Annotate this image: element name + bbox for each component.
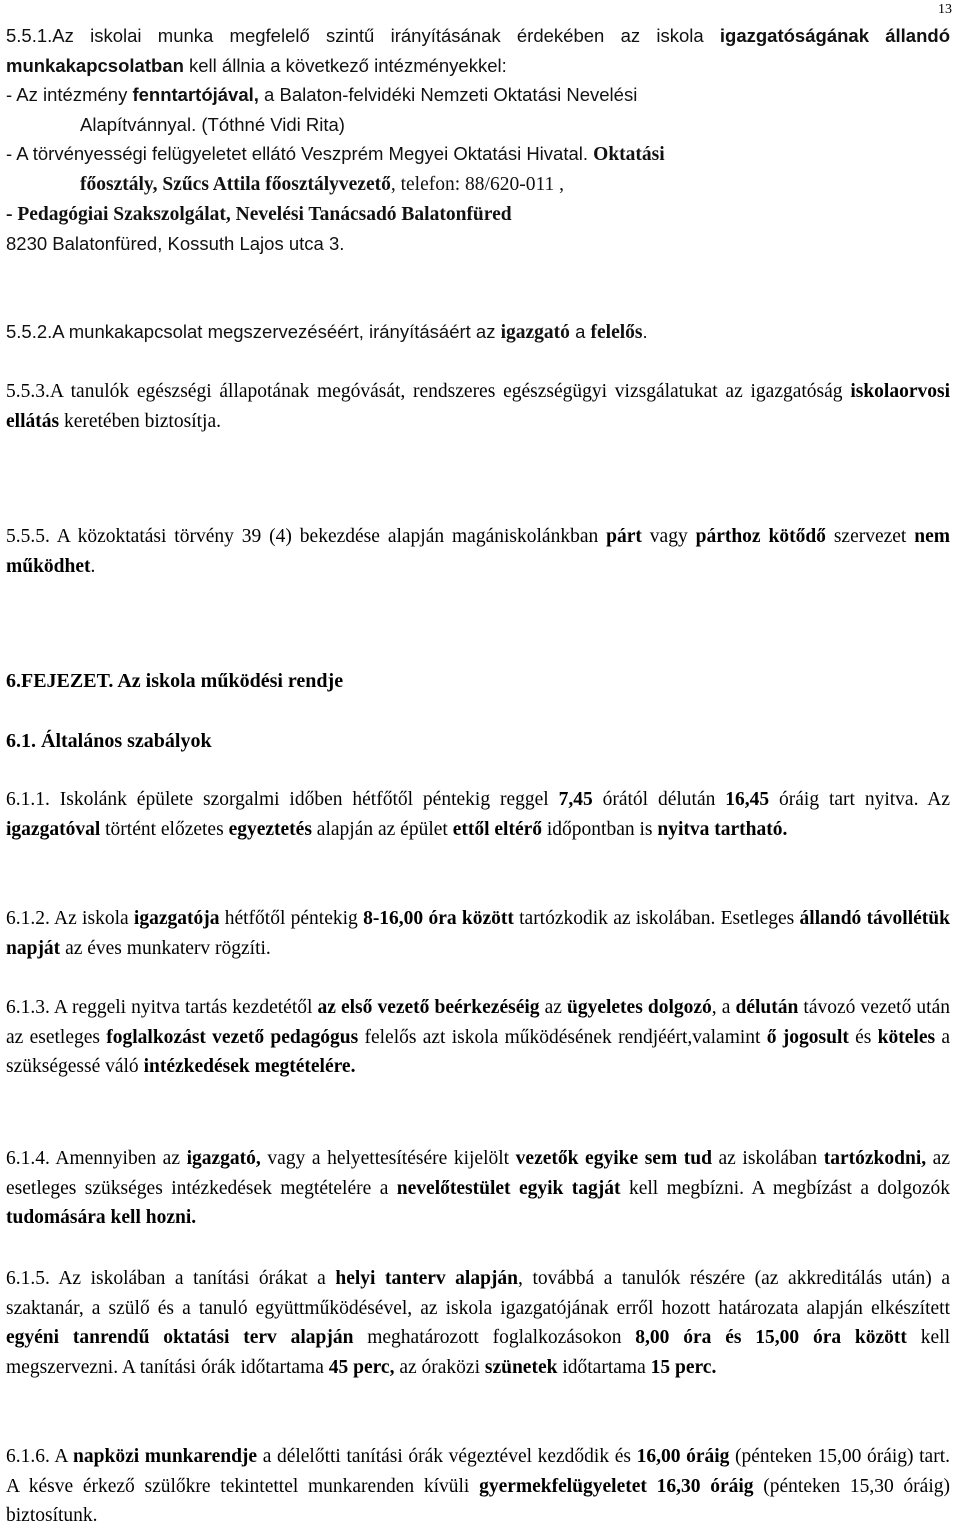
paragraph-6-1-3: 6.1.3. A reggeli nyitva tartás kezdetétől az első vezető beérkezéséig az ügyeletes dolgozó, a délután távozó vezető után az esetleges foglalkozást vezető pedagógus felelős azt iskola működésének rendjéért,valamint ő jogosult és köteles a szükségessé váló intézkedések megtételére. xyxy=(6,997,951,1078)
list-item-fenntarto-cont: Alapítvánnyal. (Tóthné Vidi Rita) xyxy=(80,113,345,135)
paragraph-6-1-5: 6.1.5. Az iskolában a tanítási órákat a helyi tanterv alapján, továbbá a tanulók részére (az akkreditálás után) a szaktanár, a szülő és a tanuló együttműködésével, az iskola igazgatójának erről hozott határozata alapján elkészített egyéni tanrendű oktatási terv alapján meghatározott foglalkozásokon 8,00 óra és 15,00 óra között kell megszervezni. A tanítási órák időtartama 45 perc, az óraközi szünetek időtartama 15 perc. xyxy=(6,1268,950,1379)
section-5-5-1 xyxy=(6,21,950,259)
section-title: 6.1. Általános szabályok xyxy=(6,730,212,752)
section-5-5-1-intro: 5.5.1.Az iskolai munka megfelelő szintű irányításának érdekében az iskola igazgatóságának állandó munkakapcsolatban kell állnia a következő intézményekkel: xyxy=(6,25,950,76)
page-number: 13 xyxy=(938,2,952,17)
chapter-title: 6.FEJEZET. Az iskola működési rendje xyxy=(6,670,344,692)
list-item-szakszolgalat: - Pedagógiai Szakszolgálat, Nevelési Tanácsadó Balatonfüred xyxy=(6,203,512,225)
list-item-hivatal-cont: főosztály, Szűcs Attila főosztályvezető, telefon: 88/620-011 , xyxy=(80,174,564,196)
section-5-5-5: 5.5.5. A közoktatási törvény 39 (4) bekezdése alapján magániskolánkban párt vagy párthoz kötődő szervezet nem működhet. xyxy=(6,526,950,577)
section-5-5-2: 5.5.2.A munkakapcsolat megszervezéséért, irányításáért az igazgató a felelős. xyxy=(6,321,648,343)
list-item-fenntarto: - Az intézmény fenntartójával, a Balaton-felvidéki Nemzeti Oktatási Nevelési xyxy=(6,84,638,106)
list-item-hivatal: - A törvényességi felügyeletet ellátó Veszprém Megyei Oktatási Hivatal. Oktatási xyxy=(6,143,665,166)
paragraph-6-1-2: 6.1.2. Az iskola igazgatója hétfőtől péntekig 8-16,00 óra között tartózkodik az iskolában. Esetleges állandó távollétük napját az éves munkaterv rögzíti. xyxy=(6,908,950,959)
paragraph-6-1-4: 6.1.4. Amennyiben az igazgató, vagy a helyettesítésére kijelölt vezetők egyike sem tud az iskolában tartózkodni, az esetleges szükséges intézkedések megtételére a nevelőtestület egyik tagját kell megbízni. A megbízást a dolgozók tudomására kell hozni. xyxy=(6,1148,950,1229)
paragraph-6-1-1: 6.1.1. Iskolánk épülete szorgalmi időben hétfőtől péntekig reggel 7,45 órától délután 16,45 óráig tart nyitva. Az igazgatóval történt előzetes egyeztetés alapján az épület ettől eltérő időpontban is nyitva tartható. xyxy=(6,789,951,840)
paragraph-6-1-6: 6.1.6. A napközi munkarendje a délelőtti tanítási órák végeztével kezdődik és 16,00 óráig (pénteken 15,00 óráig) tart. A késve érkező szülőkre tekintettel munkarenden kívüli gyermekfelügyeletet 16,30 óráig (pénteken 15,30 óráig) biztosítunk. xyxy=(6,1446,951,1527)
section-5-5-3: 5.5.3.A tanulók egészségi állapotának megóvását, rendszeres egészségügyi vizsgálatukat az igazgatóság iskolaorvosi ellátás keretében biztosítja. xyxy=(6,381,950,432)
address-line: 8230 Balatonfüred, Kossuth Lajos utca 3. xyxy=(6,233,345,255)
